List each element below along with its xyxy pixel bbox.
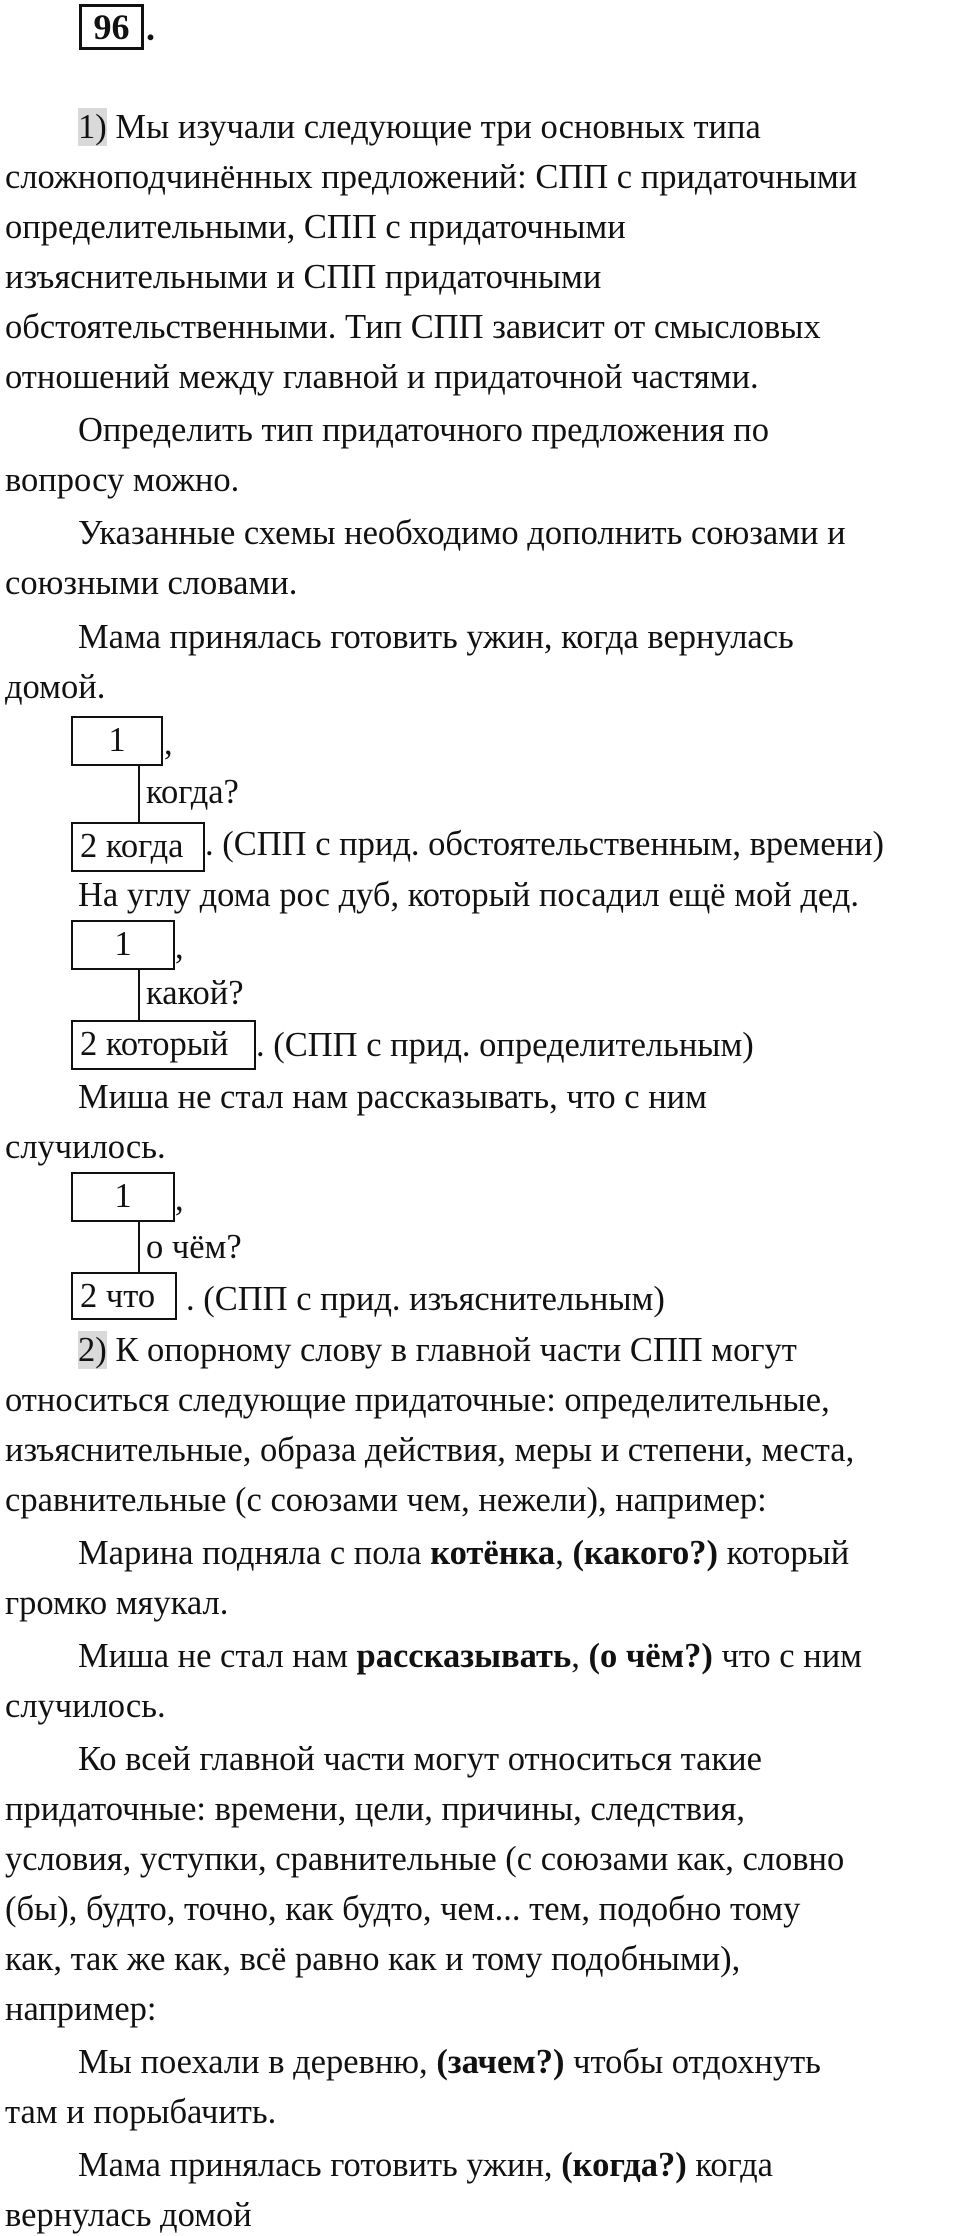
example2-sub-tail: . (СПП с прид. определительным) [256,1026,754,1064]
part1-line: обстоятельственными. Тип СПП зависит от смысловых [5,308,821,346]
example1-question: когда? [146,773,239,811]
part2-example3-line1 [78,2045,821,2080]
part1-p3-line: Указанные схемы необходимо дополнить союзами и [78,514,846,552]
ex-text: Мама принялась готовить ужин, [78,2146,562,2184]
part1-line1-text: Мы изучали следующие три основных типа [106,108,761,146]
part2-pall-line: как, так же как, всё равно как и тому подобными), [5,1940,741,1978]
part2-example4-line1 [78,2148,773,2183]
part2-example1-line1 [78,1536,849,1571]
part2-line: сравнительные (с союзами чем, нежели), например: [5,1481,767,1519]
example1-sub-tail: . (СПП с прид. обстоятельственным, времени) [205,825,885,863]
ex-text: чтобы отдохнуть [564,2043,821,2081]
part2-pall-line: условия, уступки, сравнительные (с союзами как, словно [5,1840,845,1878]
part2-example2-line1 [78,1639,862,1674]
part2-line: изъяснительные, образа действия, меры и степени, места, [5,1431,855,1469]
ex-keyword: рассказывать [356,1637,572,1675]
example1-sentence: домой. [5,668,106,706]
part2-example4-line2: вернулась домой [5,2196,252,2234]
task-number-box [79,4,144,50]
example2-connector [138,970,140,1022]
part2-pall-line: придаточные: времени, цели, причины, следствия, [5,1790,745,1828]
ex-text: когда [686,2146,773,2184]
ex-text: Миша не стал нам [78,1637,357,1675]
part2-line: относиться следующие придаточные: определительные, [5,1381,830,1419]
part2-pall-line: Ко всей главной части могут относиться такие [78,1740,762,1778]
example1-main-tail: , [164,724,173,762]
example1-connector [138,766,140,824]
example2-sub-box: 2 который [71,1020,256,1070]
part2-marker: 2) [78,1331,107,1369]
part2-line1-text: К опорному слову в главной части СПП могут [106,1331,797,1369]
part1-p3-line: союзными словами. [5,564,298,602]
part1-first-line [78,110,761,145]
example2-sentence: На углу дома рос дуб, который посадил ещё мой дед. [78,876,859,914]
example3-main-box: 1 [71,1172,175,1222]
example1-sentence: Мама принялась готовить ужин, когда вернулась [78,618,794,656]
example2-main-tail: , [175,928,184,966]
ex-text: который [718,1534,850,1572]
task-number-dot: . [146,8,155,48]
part2-first-line [78,1333,797,1368]
example3-main-tail: , [175,1180,184,1218]
part2-pall-line: (бы), будто, точно, как будто, чем... тем, подобно тому [5,1890,801,1928]
part1-line: отношений между главной и придаточной частями. [5,358,759,396]
example3-sentence: Миша не стал нам рассказывать, что с ним [78,1078,707,1116]
ex-text: , [555,1534,573,1572]
example3-question: о чём? [146,1228,242,1266]
ex-text: Мы поехали в деревню, [78,2043,437,2081]
ex-question: (зачем?) [436,2043,565,2081]
ex-question: (какого?) [572,1534,719,1572]
example3-connector [138,1222,140,1272]
task-number: 96 [93,7,130,47]
part2-example3-line2: там и порыбачить. [5,2093,277,2131]
ex-keyword: котёнка [430,1534,556,1572]
ex-text: , [571,1637,589,1675]
ex-question: (о чём?) [588,1637,713,1675]
part1-line: изъяснительными и СПП придаточными [5,258,602,296]
part1-line: определительными, СПП с придаточными [5,208,626,246]
part1-line: сложноподчинённых предложений: СПП с придаточными [5,158,858,196]
part2-example2-line2: случилось. [5,1687,166,1725]
example2-main-box: 1 [71,920,175,970]
example2-question: какой? [146,974,244,1012]
example3-sentence: случилось. [5,1128,166,1166]
example1-sub-box: 2 когда [71,822,205,872]
example3-sub-tail: . (СПП с прид. изъяснительным) [186,1280,665,1318]
ex-question: (когда?) [561,2146,687,2184]
part2-example1-line2: громко мяукал. [5,1584,229,1622]
example1-main-box: 1 [71,716,163,766]
part2-pall-line: например: [5,1990,157,2028]
ex-text: что с ним [712,1637,862,1675]
ex-text: Марина подняла с пола [78,1534,431,1572]
part1-marker: 1) [78,108,107,146]
example3-sub-box: 2 что [71,1272,177,1320]
part1-p2-line: Определить тип придаточного предложения по [78,411,770,449]
part1-p2-line: вопросу можно. [5,461,240,499]
